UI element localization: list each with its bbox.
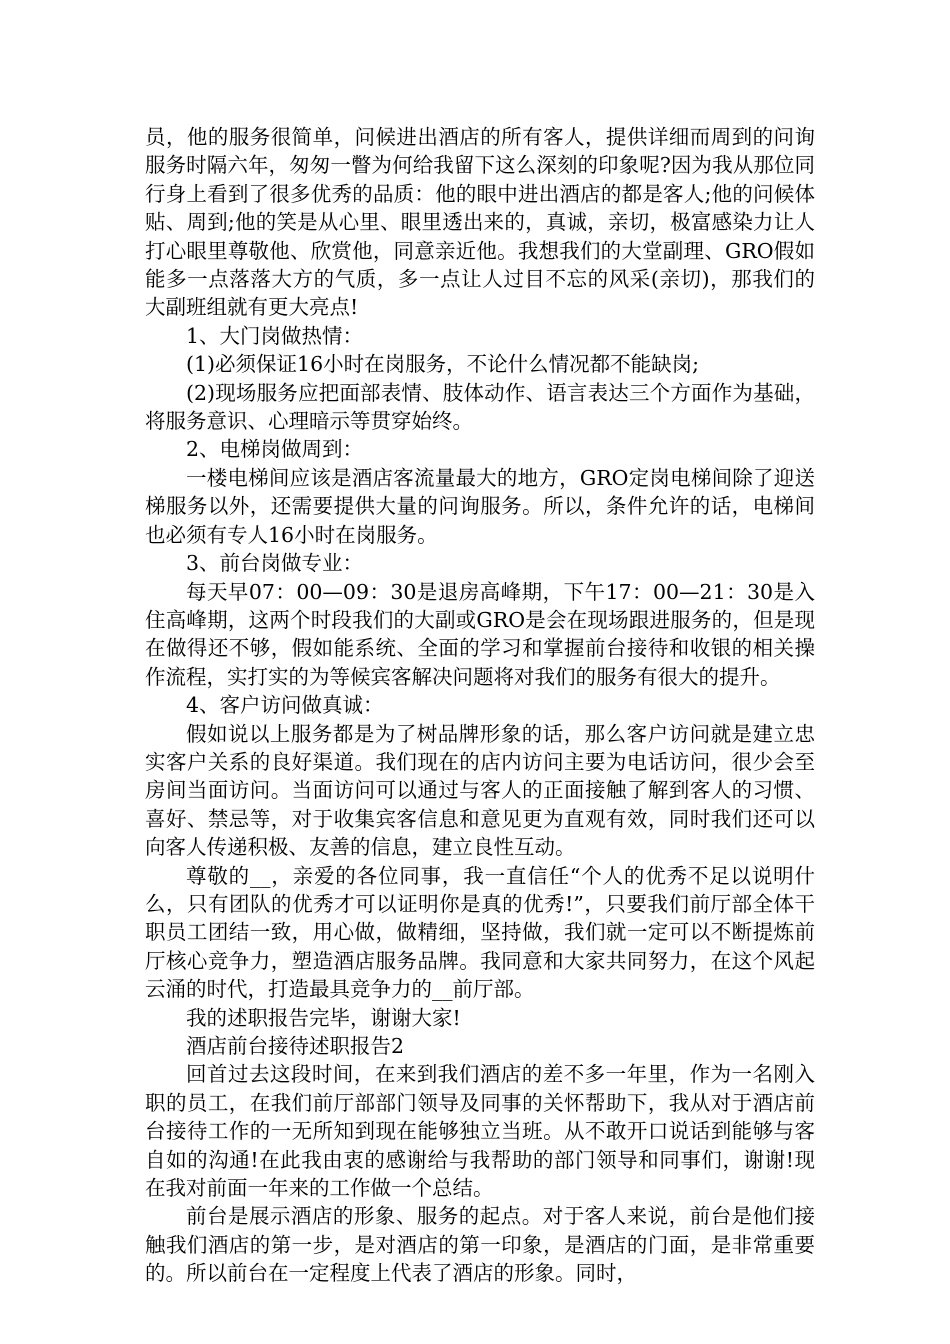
list-item: (1)必须保证16小时在岗服务，不论什么情况都不能缺岗; [186,352,700,377]
paragraph: 尊敬的__，亲爱的各位同事，我一直信任“个人的优秀不足以说明什么，只有团队的优秀才可以证明你是真的优秀!”，只要我们前厅部全体干职员工团结一致，用心做，做精细，坚持做，我们就一定可以不断提炼前厅核心竞争力，塑造酒店服务品牌。我同意和大家共同努力，在这个风起云涌的时代，打造最具竞争力的__前厅部。 [145,863,815,1002]
paragraph: 每天早07：00—09：30是退房高峰期，下午17：00—21：30是入住高峰期，这两个时段我们的大副或GRO是会在现场跟进服务的，但是现在做得还不够，假如能系统、全面的学习和掌握前台接待和收银的相关操作流程，实打实的为等候宾客解决问题将对我们的服务有很大的提升。 [145,579,815,689]
document-body [145,123,815,1288]
closing-line: 我的述职报告完毕，谢谢大家! [186,1005,461,1030]
list-item: (2)现场服务应把面部表情、肢体动作、语言表达三个方面作为基础，将服务意识、心理暗示等贯穿始终。 [145,380,815,434]
section-heading: 3、前台岗做专业： [186,551,364,576]
section-heading: 4、客户访问做真诚： [186,693,384,718]
paragraph: 回首过去这段时间，在来到我们酒店的差不多一年里，作为一名刚入职的员工，在我们前厅部部门领导及同事的关怀帮助下，我从对于酒店前台接待工作的一无所知到现在能够独立当班。从不敢开口说话到能够与客自如的沟通!在此我由衷的感谢给与我帮助的部门领导和同事们，谢谢!现在我对前面一年来的工作做一个总结。 [145,1062,815,1201]
section-heading: 2、电梯岗做周到： [186,437,364,462]
paragraph: 一楼电梯间应该是酒店客流量最大的地方，GRO定岗电梯间除了迎送梯服务以外，还需要提供大量的问询服务。所以，条件允许的话，电梯间也必须有专人16小时在岗服务。 [145,465,815,547]
section-heading: 1、大门岗做热情： [186,323,364,348]
paragraph: 前台是展示酒店的形象、服务的起点。对于客人来说，前台是他们接触我们酒店的第一步，是对酒店的第一印象，是酒店的门面，是非常重要的。所以前台在一定程度上代表了酒店的形象。同时， [145,1204,815,1286]
paragraph: 员，他的服务很简单，问候进出酒店的所有客人，提供详细而周到的问询服务时隔六年，匆匆一瞥为何给我留下这么深刻的印象呢?因为我从那位同行身上看到了很多优秀的品质：他的眼中进出酒店的都是客人;他的问候体贴、周到;他的笑是从心里、眼里透出来的，真诚，亲切，极富感染力让人打心眼里尊敬他、欣赏他，同意亲近他。我想我们的大堂副理、GRO假如能多一点落落大方的气质，多一点让人过目不忘的风采(亲切)，那我们的大副班组就有更大亮点! [145,125,815,320]
paragraph: 假如说以上服务都是为了树品牌形象的话，那么客户访问就是建立忠实客户关系的良好渠道。我们现在的店内访问主要为电话访问，很少会至房间当面访问。当面访问可以通过与客人的正面接触了解到客人的习惯、喜好、禁忌等，对于收集宾客信息和意见更为直观有效，同时我们还可以向客人传递积极、友善的信息，建立良性互动。 [145,721,815,860]
report-title: 酒店前台接待述职报告2 [186,1034,405,1058]
